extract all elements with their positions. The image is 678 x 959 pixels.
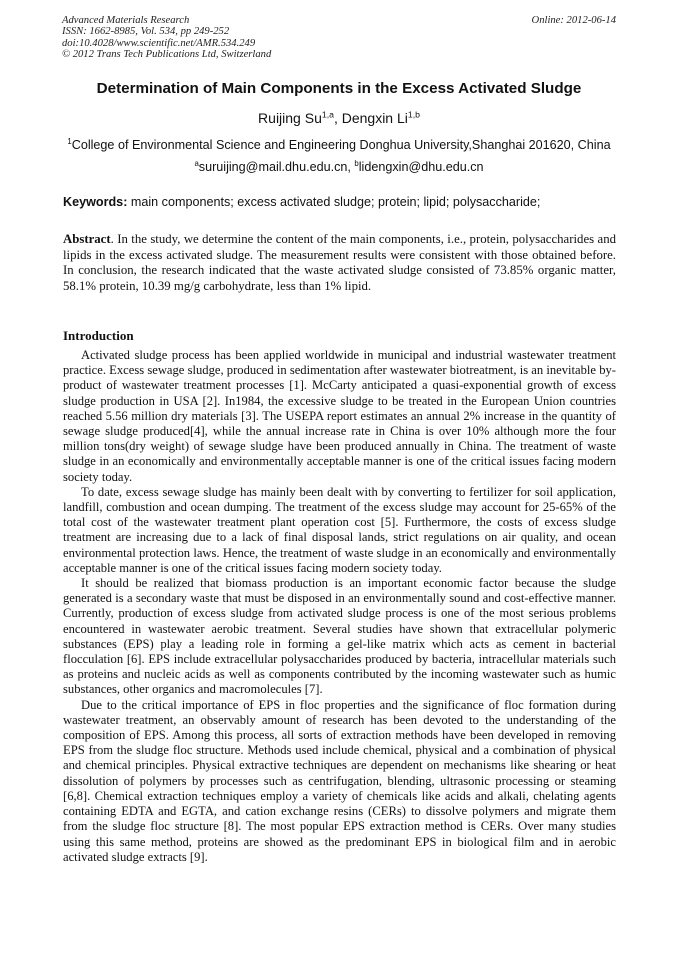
abstract [63,232,616,294]
body-paragraph: Activated sludge process has been applied worldwide in municipal and industrial wastewater treatment practice. Excess sewage sludge, produced in sedimentation after wastewater biotreatment, is an inevitable by-product of wastewater treatment processes [1]. McCarty anticipated a quasi-exponential growth of excess sludge production in USA [2]. In1984, the excessive sludge to be treated in the European Union countries reached 5.56 million dry materials [3]. The USEPA report estimates an annual 2% increase in the quantity of sewage sludge produced[4], while the annual increase rate in China is over 10% although more the four million tons(dry weight) of sewage sludge have been produced annually in China. The treatment of waste sludge in an economically and environmentally acceptable manner is one of the critical issues facing modern society today. [63,348,616,484]
author-list [0,110,678,126]
affiliation [0,138,678,152]
author-separator: , [333,110,342,126]
journal-issn: ISSN: 1662-8985, Vol. 534, pp 249-252 [62,26,230,38]
author-affil-mark: 1,b [407,109,420,120]
abstract-label: Abstract [63,232,111,246]
author-name: Ruijing Su [258,110,322,126]
email-link[interactable]: lidengxin@dhu.edu.cn [358,160,484,174]
email-mark: b [354,158,359,168]
email-mark: a [194,158,199,168]
introduction-body [63,348,616,865]
keywords [63,195,623,209]
paper-title: Determination of Main Components in the Excess Activated Sludge [96,80,582,97]
keywords-label: Keywords: [63,195,128,209]
author-name: Dengxin Li [341,110,408,126]
email-link[interactable]: suruijing@mail.dhu.edu.cn, [198,160,355,174]
journal-copyright: © 2012 Trans Tech Publications Ltd, Switzerland [62,49,272,61]
author-emails [0,160,678,174]
journal-name: Advanced Materials Research [62,15,190,26]
journal-doi[interactable]: doi:10.4028/www.scientific.net/AMR.534.249 [62,37,256,49]
body-paragraph: Due to the critical importance of EPS in floc properties and the significance of floc formation during wastewater treatment, an observably amount of research has been devoted to the understanding of the composition of EPS. Among this process, all sorts of extraction methods have been developed in removing EPS from the sludge floc structure. Methods used include chemical, physical and a combination of physical and chemical principles. Physical extractive techniques are dependent on mechanisms like shearing or heat dissolution of polymers by processes such as centrifugation, blending, ultrasonic processing or steaming [6,8]. Chemical extraction techniques employ a variety of chemicals like acids and alkali, chelating agents containing EDTA and EGTA, and cation exchange resins (CERs) to dissolve polymers and migrate them from the sludge floc structure [8]. The most popular EPS extraction method is CERs. Over many studies using this same method, proteins are showed as the predominant EPS in biological film and in aerobic activated sludge extracts [9]. [63,697,616,864]
journal-header [62,15,271,61]
author-affil-mark: 1,a [321,109,334,120]
section-heading: Introduction [63,328,134,343]
affiliation-text: College of Environmental Science and Engineering Donghua University,Shanghai 201620, China [71,138,611,152]
keywords-text: main components; excess activated sludge; protein; lipid; polysaccharide; [127,195,541,209]
online-date: Online: 2012-06-14 [531,15,616,26]
body-paragraph: It should be realized that biomass production is an important economic factor because the sludge generated is a secondary waste that must be disposed in an environmentally sound and cost-effective manner. Currently, production of excess sludge from activated sludge process is one of the most serious problems encountered in wastewater aerobic treatment. Several studies have shown that extracellular polymeric substances (EPS) play a leading role in forming a gel-like matrix which acts as cement in bacterial flocculation [6]. EPS include extracellular polysaccharides produced by bacteria, intracellular materials such as proteins and nucleic acids as well as components contributed by the incoming wastewater such as humic substances, other organics and macromolecules [7]. [63,576,616,697]
abstract-text: . In the study, we determine the content of the main components, i.e., protein, polysaccharides and lipids in the excess activated sludge. The measurement results were consistent with those obtained before. In conclusion, the research indicated that the waste activated sludge consisted of 73.85% organic matter, 58.1% protein, 10.39 mg/g carbohydrate, less than 1% lipid. [63,232,616,293]
affiliation-mark: 1 [67,136,72,146]
body-paragraph: To date, excess sewage sludge has mainly been dealt with by converting to fertilizer for soil application, landfill, combustion and ocean dumping. The treatment of the excess sludge may account for 25-65% of the total cost of the wastewater treatment plant operation cost [5]. Furthermore, the costs of excess sludge treatment are increasing due to a lack of final disposal lands, strict regulations on air quality, and ocean environmental protection laws. Hence, the treatment of waste sludge in an economically and environmentally acceptable manner is one of the critical issues facing modern society today. [63,484,616,575]
